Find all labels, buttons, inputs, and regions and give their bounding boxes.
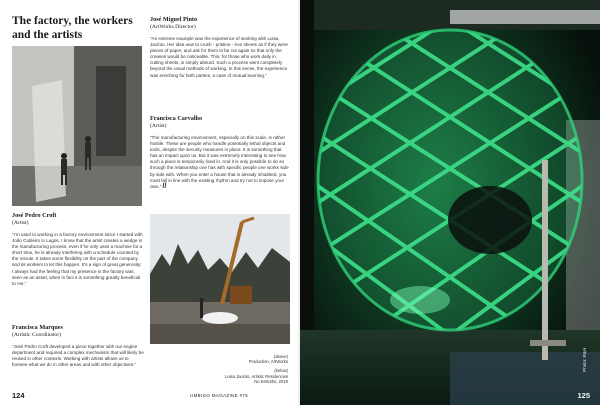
quote-croft (12, 212, 144, 287)
photo-captions (148, 354, 288, 384)
page-number-right: 125 (577, 391, 590, 400)
sculpture-photo (300, 0, 600, 405)
caption-above-text: Production, ArtWorks (248, 359, 288, 365)
article-title: The factory, the workers and the artists (12, 15, 133, 41)
caption-below-text-2: No Estrutho, 2019 (254, 378, 288, 384)
quote-role: (Artistic Coordinator) (12, 332, 61, 338)
page-number-left: 124 (12, 391, 25, 400)
quote-name: José Miguel Pinto (150, 16, 198, 23)
quote-text: “I’m used to working in a factory environment since I started with João Cutileiro in Lagos. I know that the artist creates a wedge in the manufacturing process, even if he only uses a machine for a short time, he is already interfering with a schedule counted by the minute. It takes some flexibility on the part of the company and its workers to let this happen. It’s a sign of great generosity; I always had the feeling that my presence in the factory was seen as an asset, when in fact it is something greatly beneficial to me.” (12, 232, 143, 286)
spine-gutter (298, 0, 302, 405)
quote-carvalho (150, 115, 290, 190)
quote-name: Francisca Marques (12, 324, 63, 331)
quote-text-body: “The manufacturing environment, especially on this scale, is rather hostile. These are people who handle potentially lethal objects and tools, despite the security measures in place. It is something that has an impact upon us. But it was extremely interesting to see how such a place is temporarily lived in. And it is only possible to do so through the relationship one has with specific people one works side by side with. When you enter a house that is already inhabited, you must fall in line with the existing rhythm and try not to impose your own.” (150, 135, 289, 189)
end-mark: // (162, 182, 167, 190)
quote-role: (ArtWorks Director) (150, 24, 196, 30)
factory-photo (12, 46, 142, 206)
quote-pinto (150, 16, 290, 79)
quote-marques (12, 324, 144, 368)
quote-text: “An extreme example was the experience of working with Luisa Jacinto. Her idea was to crush - pristine - iron sheets as if they were pieces of paper, and ask for them to be cut again so that only the creases would be noticeable. This, for those who work daily in cutting sheets, is simply absurd. Such a process went completely beyond the usual methods of working. In this sense, the experience was enriching for both parties, a case of mutual learning.” (150, 36, 288, 78)
outdoor-photo (150, 214, 290, 344)
quote-text (150, 135, 290, 190)
quote-role: (Artist) (150, 123, 167, 129)
caption-above-label: (above) (273, 354, 288, 359)
quote-name: Francisca Carvalho (150, 115, 203, 122)
caption-below-text-1: Luisa Jacinto, Artistic Residencies (224, 373, 288, 379)
magazine-name: UMBIGO MAGAZINE #75 (190, 393, 249, 398)
left-page (0, 0, 300, 405)
quote-text: “José Pedro Croft developed a piece together with our engine department and required a complex mechanism that will likely be reused in other contexts. Working with artists allows us to foresee what we do in other areas and with other objectives.” (12, 344, 144, 368)
quote-role: (Artist) (12, 220, 29, 226)
photo-credit: Photo: R&H (582, 347, 587, 372)
caption-below-label: (below) (274, 368, 288, 374)
quote-name: José Pedro Croft (12, 212, 57, 219)
